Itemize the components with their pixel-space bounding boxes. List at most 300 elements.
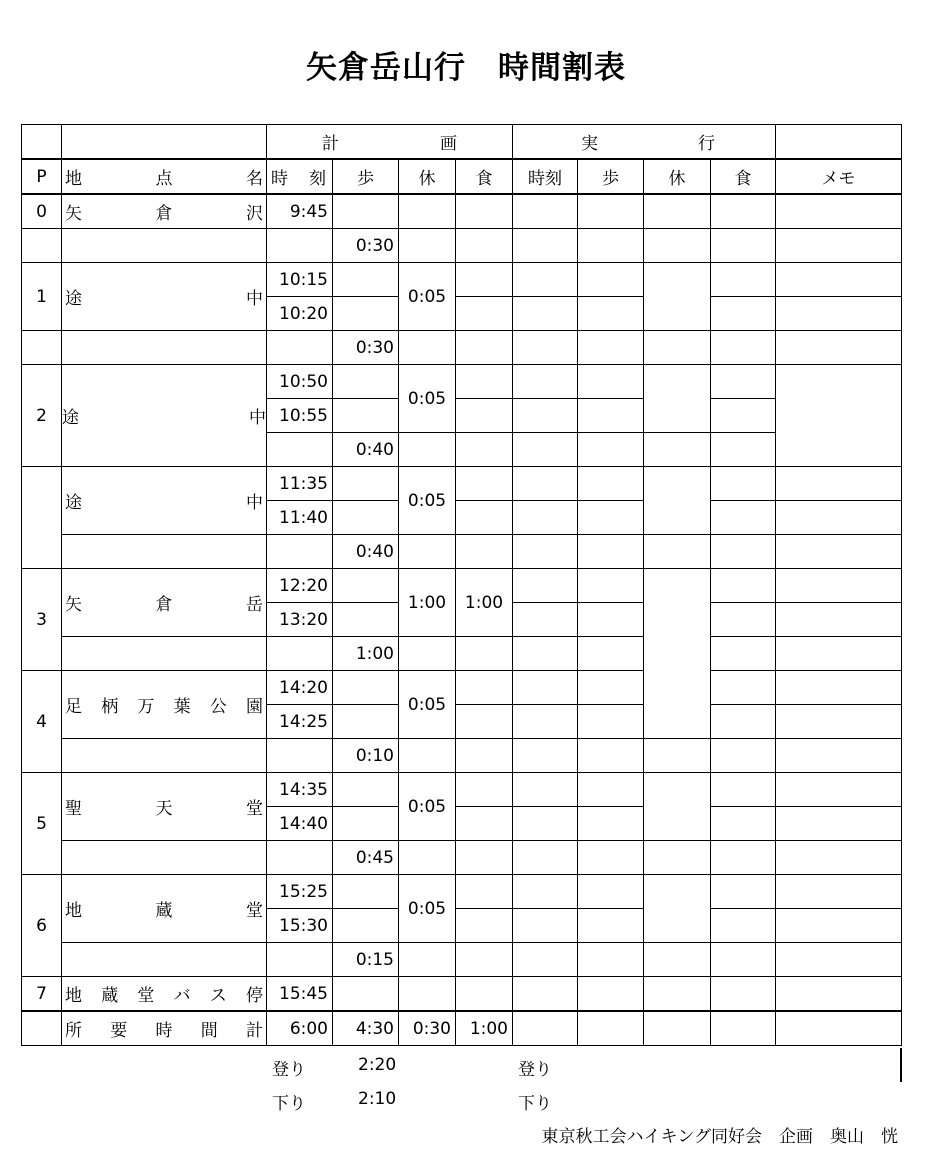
blank-cell[interactable] <box>711 365 776 399</box>
rest-cell: 0:05 <box>399 365 456 433</box>
blank-cell[interactable] <box>456 909 513 943</box>
total-rest: 0:30 <box>399 1011 456 1046</box>
walk-cell: 0:10 <box>333 739 399 773</box>
arrival-time: 10:15 <box>267 263 333 297</box>
blank-cell[interactable] <box>456 331 513 365</box>
blank-cell[interactable] <box>776 705 902 739</box>
cell-text-group <box>65 981 263 1006</box>
table-row <box>22 331 902 365</box>
name-char: 園 <box>245 697 263 717</box>
blank-cell[interactable] <box>456 977 513 1012</box>
col-time <box>267 159 333 194</box>
blank-cell[interactable] <box>578 705 644 739</box>
point-number: 0 <box>22 194 62 229</box>
blank-cell[interactable] <box>456 433 513 467</box>
blank-cell[interactable] <box>399 535 456 569</box>
cell-text-group <box>65 692 263 717</box>
blank-cell[interactable] <box>578 943 644 977</box>
point-number <box>22 467 62 569</box>
name-char: 岳 <box>246 595 263 615</box>
blank-cell[interactable] <box>267 943 333 977</box>
col-time-2: 刻 <box>309 169 326 189</box>
blank-cell[interactable] <box>62 943 267 977</box>
blank-cell[interactable] <box>62 841 267 875</box>
right-edge-line <box>900 1048 902 1082</box>
memo-cell[interactable] <box>776 365 902 467</box>
blank-cell[interactable] <box>267 637 333 671</box>
blank-cell[interactable] <box>776 229 902 263</box>
col-walk: 歩 <box>333 159 399 194</box>
header-cell-empty <box>776 125 902 160</box>
blank-cell[interactable] <box>711 841 776 875</box>
blank-cell[interactable] <box>578 263 644 297</box>
blank-cell[interactable] <box>513 773 578 807</box>
blank-cell[interactable] <box>578 909 644 943</box>
blank-cell[interactable] <box>333 977 399 1012</box>
blank-cell[interactable] <box>644 1011 711 1046</box>
blank-cell[interactable] <box>578 637 644 671</box>
rest-actual-cell[interactable] <box>644 263 711 331</box>
arrival-time: 14:35 <box>267 773 333 807</box>
rest-actual-cell[interactable] <box>644 569 711 739</box>
blank-cell[interactable] <box>711 739 776 773</box>
blank-cell[interactable] <box>578 671 644 705</box>
walk-cell: 0:15 <box>333 943 399 977</box>
point-number: 2 <box>22 365 62 467</box>
blank-cell[interactable] <box>333 263 399 297</box>
table-row <box>22 671 902 705</box>
blank-cell[interactable] <box>513 841 578 875</box>
summary-up-label: 登り <box>272 1060 306 1080</box>
blank-cell[interactable] <box>513 671 578 705</box>
blank-cell[interactable] <box>776 875 902 909</box>
table-row <box>22 229 902 263</box>
blank-cell[interactable] <box>578 365 644 399</box>
blank-cell[interactable] <box>333 297 399 331</box>
point-number: 3 <box>22 569 62 671</box>
point-name <box>62 194 267 229</box>
walk-cell: 0:40 <box>333 433 399 467</box>
credit-line: 東京秋工会ハイキング同好会 企画 奥山 恍 <box>541 1127 898 1147</box>
blank-cell[interactable] <box>513 977 578 1012</box>
summary-down-label-actual: 下り <box>518 1094 552 1114</box>
table-row <box>22 467 902 501</box>
table-row <box>22 365 902 399</box>
col-memo: メモ <box>776 159 902 194</box>
blank-cell[interactable] <box>513 263 578 297</box>
walk-cell: 1:00 <box>333 637 399 671</box>
col-rest: 休 <box>399 159 456 194</box>
blank-cell[interactable] <box>456 399 513 433</box>
blank-cell[interactable] <box>399 943 456 977</box>
blank-cell[interactable] <box>399 841 456 875</box>
cell-text-group <box>267 164 332 189</box>
blank-cell[interactable] <box>456 535 513 569</box>
blank-cell[interactable] <box>711 433 776 467</box>
blank-cell[interactable] <box>776 263 902 297</box>
blank-cell[interactable] <box>456 637 513 671</box>
name-char: 倉 <box>155 204 173 224</box>
blank-cell[interactable] <box>456 671 513 705</box>
table-row <box>22 739 902 773</box>
rest-actual-cell[interactable] <box>644 467 711 535</box>
walk-cell: 0:30 <box>333 229 399 263</box>
name-char: 停 <box>245 986 263 1006</box>
blank-cell[interactable] <box>333 909 399 943</box>
name-char: 柄 <box>101 697 119 717</box>
blank-cell[interactable] <box>267 229 333 263</box>
blank-cell[interactable] <box>776 194 902 229</box>
blank-cell[interactable] <box>578 331 644 365</box>
blank-cell[interactable] <box>644 943 711 977</box>
blank-cell[interactable] <box>711 263 776 297</box>
blank-cell[interactable] <box>711 535 776 569</box>
blank-cell[interactable] <box>456 841 513 875</box>
blank-cell[interactable] <box>62 535 267 569</box>
blank-cell[interactable] <box>776 739 902 773</box>
departure-time: 13:20 <box>267 603 333 637</box>
blank-cell[interactable] <box>333 501 399 535</box>
rest-actual-cell[interactable] <box>644 875 711 943</box>
point-name <box>62 263 267 331</box>
blank-cell[interactable] <box>711 194 776 229</box>
blank-cell[interactable] <box>776 467 902 501</box>
departure-time: 11:40 <box>267 501 333 535</box>
blank-cell[interactable] <box>578 229 644 263</box>
blank-cell[interactable] <box>513 331 578 365</box>
blank-cell[interactable] <box>399 229 456 263</box>
total-time: 6:00 <box>267 1011 333 1046</box>
name-char: 堂 <box>137 986 155 1006</box>
blank-cell[interactable] <box>578 433 644 467</box>
header-cell-empty <box>22 125 62 160</box>
summary-down-value: 2:10 <box>358 1089 397 1109</box>
summary-down-label: 下り <box>272 1094 306 1114</box>
blank-cell[interactable] <box>711 807 776 841</box>
blank-cell[interactable] <box>711 977 776 1012</box>
blank-cell[interactable] <box>456 467 513 501</box>
blank-cell[interactable] <box>776 671 902 705</box>
name-char: 中 <box>249 408 266 428</box>
blank-cell[interactable] <box>711 297 776 331</box>
blank-cell[interactable] <box>399 433 456 467</box>
blank-cell[interactable] <box>578 535 644 569</box>
name-char: 間 <box>200 1021 218 1041</box>
blank-cell[interactable] <box>711 569 776 603</box>
walk-cell: 0:40 <box>333 535 399 569</box>
blank-cell[interactable] <box>776 807 902 841</box>
blank-cell[interactable] <box>776 637 902 671</box>
col-place <box>62 159 267 194</box>
cell-text-group <box>65 284 263 309</box>
blank-cell[interactable] <box>513 739 578 773</box>
name-char: 堂 <box>246 799 263 819</box>
blank-cell[interactable] <box>333 365 399 399</box>
point-name <box>62 875 267 943</box>
blank-cell[interactable] <box>513 943 578 977</box>
blank-cell[interactable] <box>711 875 776 909</box>
col-p: P <box>22 159 62 194</box>
col-place-1: 地 <box>65 169 82 189</box>
blank-cell[interactable] <box>513 637 578 671</box>
blank-cell[interactable] <box>513 807 578 841</box>
blank-cell[interactable] <box>513 909 578 943</box>
header-plan-1: 計 <box>322 134 339 154</box>
blank-cell[interactable] <box>62 637 267 671</box>
rest-actual-cell[interactable] <box>644 365 711 433</box>
blank-cell[interactable] <box>513 569 578 603</box>
name-char: 途 <box>62 408 79 428</box>
blank-cell[interactable] <box>578 807 644 841</box>
blank-cell[interactable] <box>578 603 644 637</box>
blank-cell[interactable] <box>578 569 644 603</box>
blank-cell[interactable] <box>456 501 513 535</box>
cell-text-group <box>65 590 263 615</box>
blank-cell[interactable] <box>711 909 776 943</box>
blank-cell[interactable] <box>644 229 711 263</box>
blank-cell[interactable] <box>711 1011 776 1046</box>
departure-time: 10:20 <box>267 297 333 331</box>
departure-time: 15:30 <box>267 909 333 943</box>
blank-cell[interactable] <box>456 365 513 399</box>
blank-cell[interactable] <box>711 399 776 433</box>
name-char: 中 <box>246 493 263 513</box>
blank-cell[interactable] <box>22 1011 62 1046</box>
blank-cell[interactable] <box>456 229 513 263</box>
blank-cell[interactable] <box>776 773 902 807</box>
blank-cell[interactable] <box>267 331 333 365</box>
blank-cell[interactable] <box>578 297 644 331</box>
blank-cell[interactable] <box>267 841 333 875</box>
blank-cell[interactable] <box>644 194 711 229</box>
blank-cell[interactable] <box>776 977 902 1012</box>
blank-cell[interactable] <box>333 875 399 909</box>
blank-cell[interactable] <box>333 467 399 501</box>
blank-cell[interactable] <box>456 875 513 909</box>
table-row <box>22 194 902 229</box>
blank-cell[interactable] <box>513 297 578 331</box>
blank-cell[interactable] <box>711 467 776 501</box>
table-row <box>22 943 902 977</box>
blank-cell[interactable] <box>644 433 711 467</box>
table-row <box>22 263 902 297</box>
blank-cell[interactable] <box>513 705 578 739</box>
name-char: 沢 <box>246 204 263 224</box>
blank-cell[interactable] <box>711 943 776 977</box>
blank-cell[interactable] <box>456 705 513 739</box>
blank-cell[interactable] <box>333 399 399 433</box>
blank-cell[interactable] <box>711 229 776 263</box>
point-name <box>62 671 267 739</box>
blank-cell[interactable] <box>776 501 902 535</box>
point-number: 6 <box>22 875 62 977</box>
blank-cell[interactable] <box>333 671 399 705</box>
blank-cell[interactable] <box>62 739 267 773</box>
blank-cell[interactable] <box>399 739 456 773</box>
blank-cell[interactable] <box>644 977 711 1012</box>
table-row <box>22 535 902 569</box>
walk-cell: 0:30 <box>333 331 399 365</box>
blank-cell[interactable] <box>776 1011 902 1046</box>
blank-cell[interactable] <box>62 331 267 365</box>
blank-cell[interactable] <box>399 194 456 229</box>
blank-cell[interactable] <box>711 603 776 637</box>
blank-cell[interactable] <box>578 977 644 1012</box>
blank-cell[interactable] <box>644 535 711 569</box>
col-time-1: 時 <box>271 169 288 189</box>
rest-actual-cell[interactable] <box>644 773 711 841</box>
blank-cell[interactable] <box>333 603 399 637</box>
name-char: 時 <box>155 1021 173 1041</box>
point-name <box>62 467 267 535</box>
departure-time: 14:40 <box>267 807 333 841</box>
blank-cell[interactable] <box>776 909 902 943</box>
col-walk-actual: 歩 <box>578 159 644 194</box>
time-cell: 15:45 <box>267 977 333 1012</box>
rest-cell: 0:05 <box>399 467 456 535</box>
blank-cell[interactable] <box>578 194 644 229</box>
blank-cell[interactable] <box>267 535 333 569</box>
blank-cell[interactable] <box>513 875 578 909</box>
point-name <box>62 977 267 1012</box>
blank-cell[interactable] <box>644 331 711 365</box>
blank-cell[interactable] <box>456 194 513 229</box>
cell-text-group <box>65 1016 263 1041</box>
rest-cell: 0:05 <box>399 263 456 331</box>
blank-cell[interactable] <box>456 263 513 297</box>
name-char: 公 <box>209 697 227 717</box>
blank-cell[interactable] <box>456 943 513 977</box>
blank-cell[interactable] <box>776 297 902 331</box>
name-char: 途 <box>65 493 82 513</box>
blank-cell[interactable] <box>333 773 399 807</box>
arrival-time: 11:35 <box>267 467 333 501</box>
blank-cell[interactable] <box>22 331 62 365</box>
blank-cell[interactable] <box>578 773 644 807</box>
blank-cell[interactable] <box>776 569 902 603</box>
name-char: 所 <box>65 1021 82 1041</box>
blank-cell[interactable] <box>333 705 399 739</box>
blank-cell[interactable] <box>776 603 902 637</box>
total-walk: 4:30 <box>333 1011 399 1046</box>
name-char: 聖 <box>65 799 82 819</box>
table-row <box>22 637 902 671</box>
header-cell-empty <box>62 125 267 160</box>
rest-cell: 0:05 <box>399 773 456 841</box>
name-char: 葉 <box>173 697 191 717</box>
blank-cell[interactable] <box>399 977 456 1012</box>
blank-cell[interactable] <box>456 807 513 841</box>
rest-cell: 0:05 <box>399 875 456 943</box>
name-char: 地 <box>65 986 82 1006</box>
blank-cell[interactable] <box>776 943 902 977</box>
blank-cell[interactable] <box>578 739 644 773</box>
blank-cell[interactable] <box>578 399 644 433</box>
col-rest-actual: 休 <box>644 159 711 194</box>
col-time-actual: 時刻 <box>513 159 578 194</box>
blank-cell[interactable] <box>578 501 644 535</box>
time-cell: 9:45 <box>267 194 333 229</box>
blank-cell[interactable] <box>711 773 776 807</box>
blank-cell[interactable] <box>644 841 711 875</box>
blank-cell[interactable] <box>513 229 578 263</box>
blank-cell[interactable] <box>578 467 644 501</box>
blank-cell[interactable] <box>456 297 513 331</box>
table-row <box>22 773 902 807</box>
name-char: 天 <box>155 799 173 819</box>
name-char: 中 <box>246 289 263 309</box>
blank-cell[interactable] <box>776 841 902 875</box>
blank-cell[interactable] <box>711 331 776 365</box>
blank-cell[interactable] <box>578 841 644 875</box>
blank-cell[interactable] <box>513 501 578 535</box>
blank-cell[interactable] <box>399 637 456 671</box>
schedule-table <box>21 124 902 1046</box>
blank-cell[interactable] <box>711 501 776 535</box>
arrival-time: 10:50 <box>267 365 333 399</box>
blank-cell[interactable] <box>62 229 267 263</box>
name-char: 地 <box>65 901 82 921</box>
name-char: 蔵 <box>101 986 119 1006</box>
blank-cell[interactable] <box>776 331 902 365</box>
total-meal: 1:00 <box>456 1011 513 1046</box>
blank-cell[interactable] <box>711 637 776 671</box>
blank-cell[interactable] <box>644 739 711 773</box>
name-char: 要 <box>110 1021 128 1041</box>
summary-up-label-actual: 登り <box>518 1060 552 1080</box>
blank-cell[interactable] <box>333 569 399 603</box>
rest-cell: 1:00 <box>399 569 456 637</box>
blank-cell[interactable] <box>513 194 578 229</box>
blank-cell[interactable] <box>267 739 333 773</box>
col-place-3: 名 <box>246 169 263 189</box>
name-char: 矢 <box>65 595 82 615</box>
blank-cell[interactable] <box>399 331 456 365</box>
cell-text-group <box>267 129 512 154</box>
total-row <box>22 1011 902 1046</box>
point-number: 7 <box>22 977 62 1012</box>
header-plan-2: 画 <box>440 134 457 154</box>
cell-text-group <box>513 129 775 154</box>
table-row <box>22 569 902 603</box>
name-char: バ <box>173 986 191 1006</box>
table-row <box>22 841 902 875</box>
total-label <box>62 1011 267 1046</box>
blank-cell[interactable] <box>513 433 578 467</box>
blank-cell[interactable] <box>513 603 578 637</box>
blank-cell[interactable] <box>513 399 578 433</box>
arrival-time: 14:20 <box>267 671 333 705</box>
blank-cell[interactable] <box>711 671 776 705</box>
blank-cell[interactable] <box>513 467 578 501</box>
blank-cell[interactable] <box>456 739 513 773</box>
blank-cell[interactable] <box>333 194 399 229</box>
rest-cell: 0:05 <box>399 671 456 739</box>
blank-cell[interactable] <box>578 875 644 909</box>
blank-cell[interactable] <box>513 535 578 569</box>
blank-cell[interactable] <box>333 807 399 841</box>
header-plan <box>267 125 513 160</box>
header-actual <box>513 125 776 160</box>
blank-cell[interactable] <box>578 1011 644 1046</box>
blank-cell[interactable] <box>776 535 902 569</box>
blank-cell[interactable] <box>267 433 333 467</box>
blank-cell[interactable] <box>456 773 513 807</box>
blank-cell[interactable] <box>711 705 776 739</box>
blank-cell[interactable] <box>22 229 62 263</box>
blank-cell[interactable] <box>513 1011 578 1046</box>
blank-cell[interactable] <box>513 365 578 399</box>
